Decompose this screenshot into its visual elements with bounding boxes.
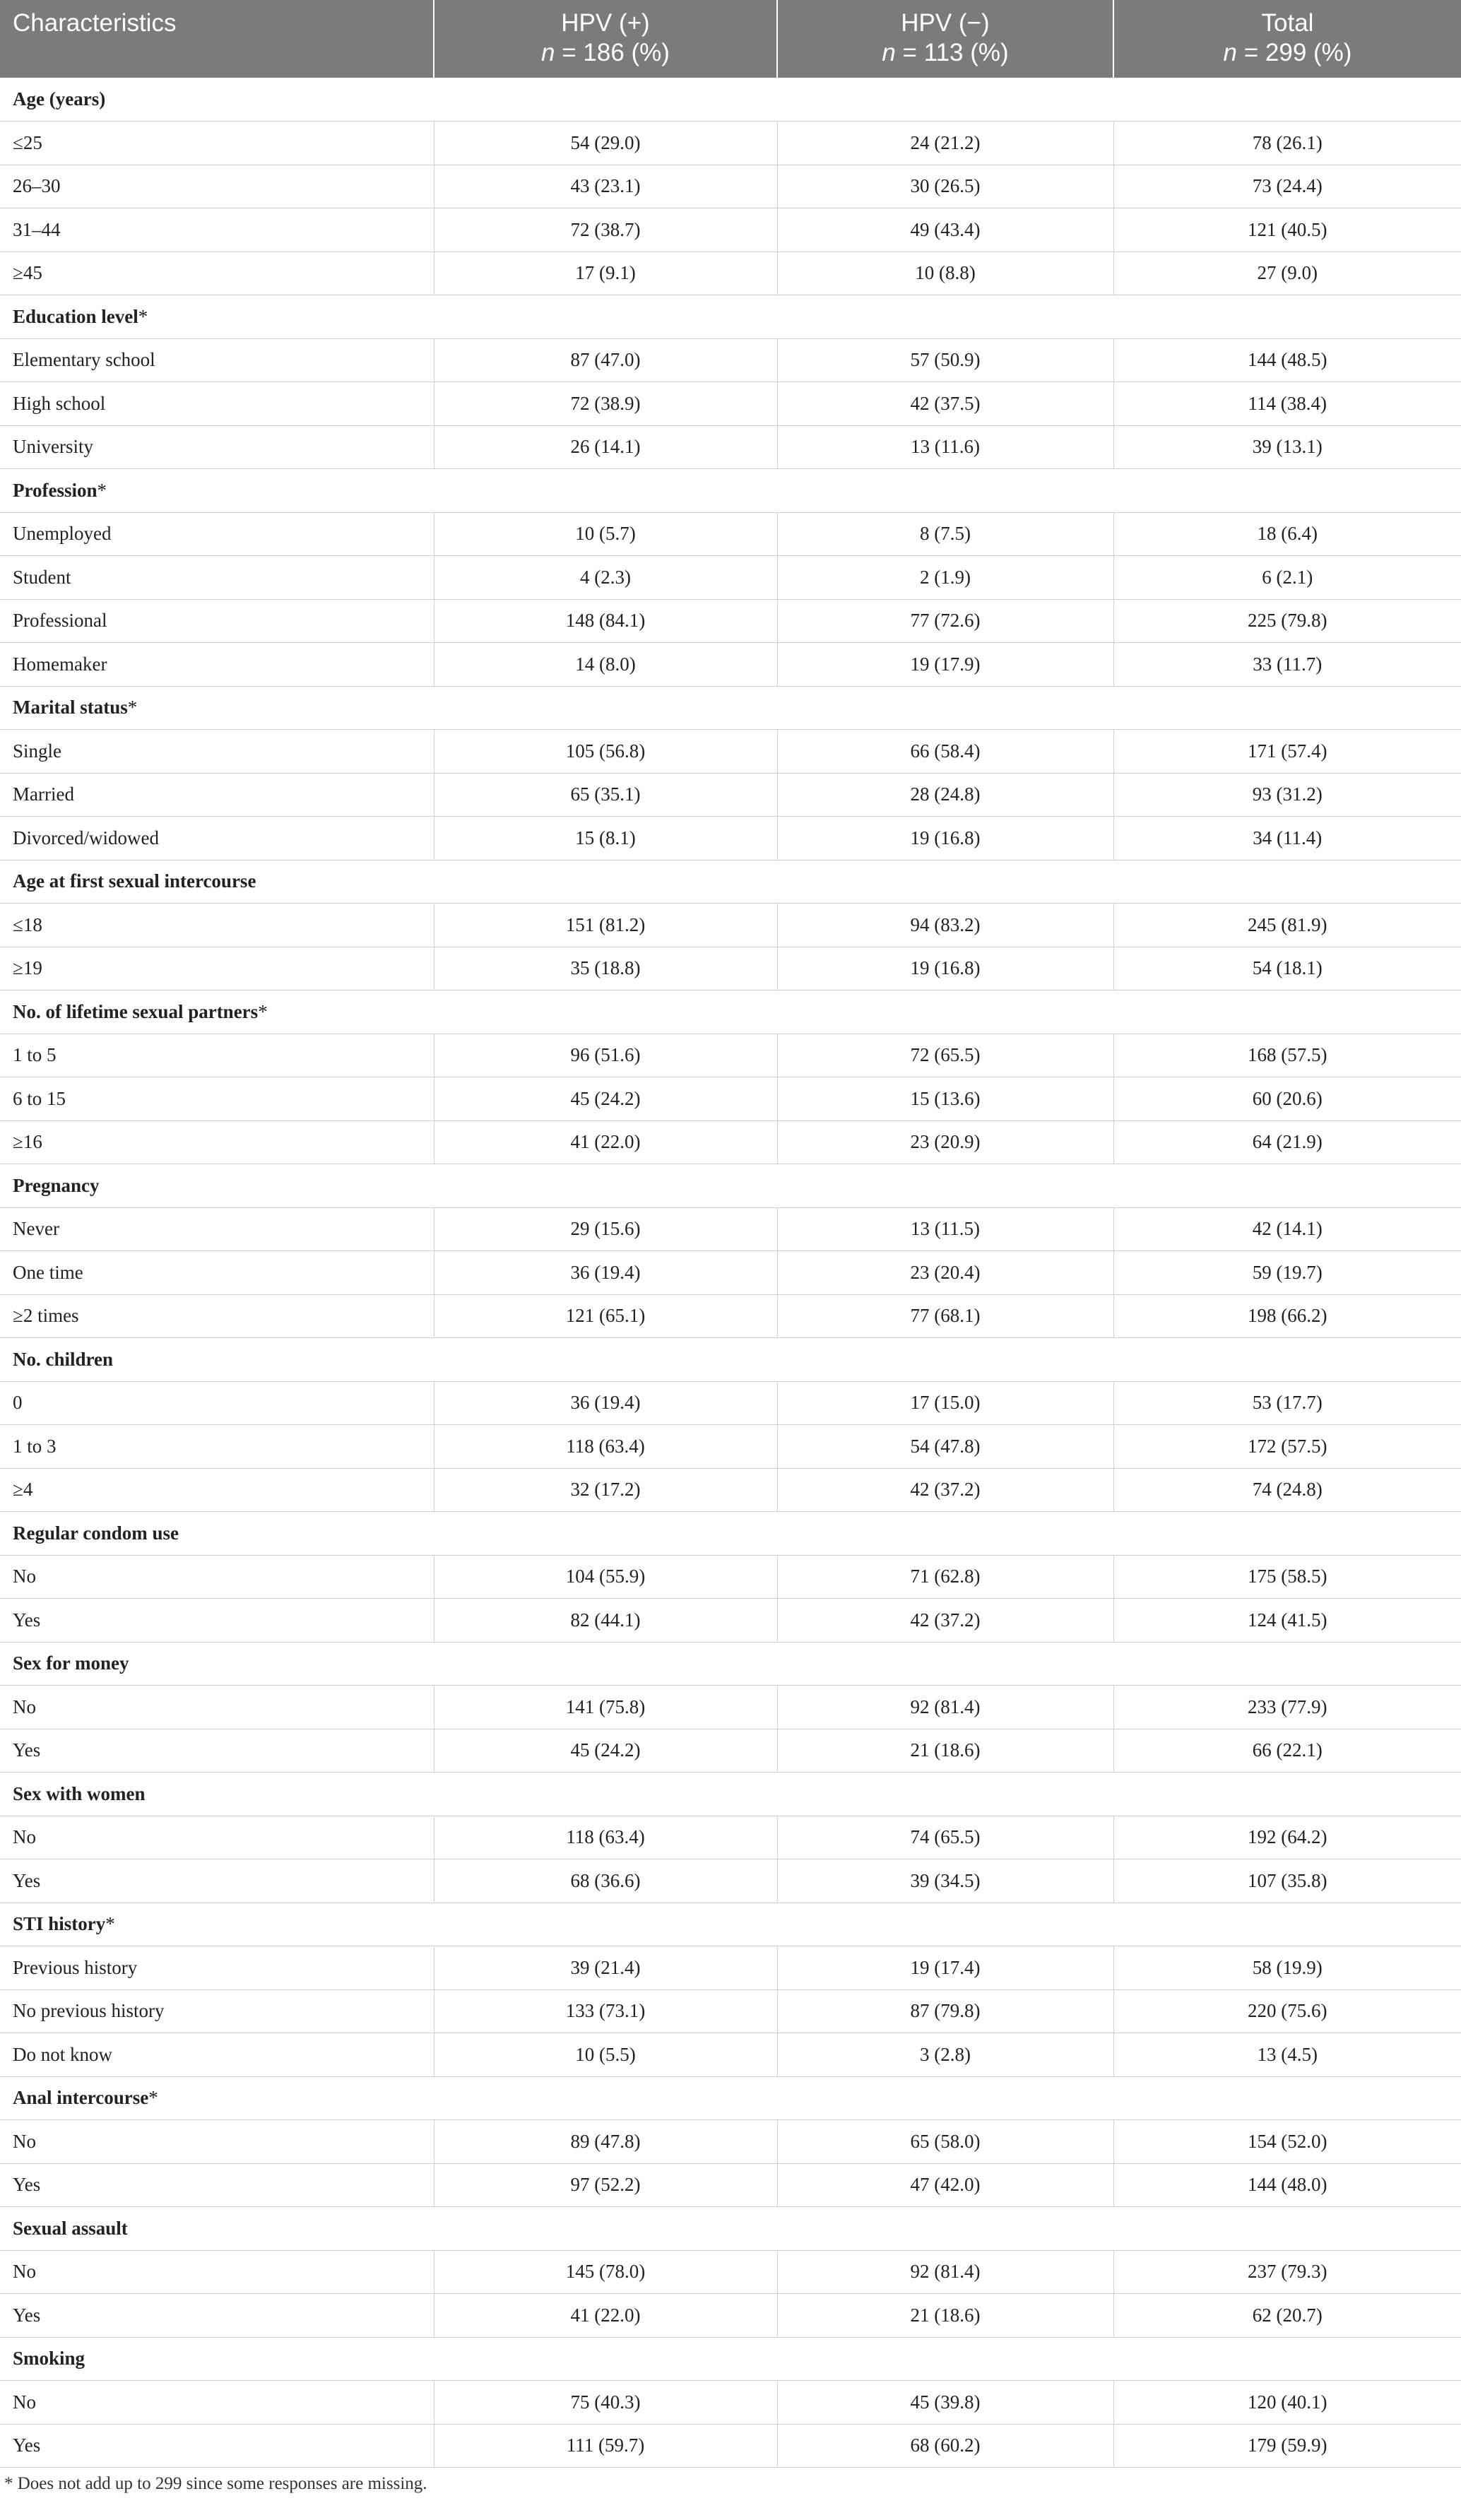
table-footnote: * Does not add up to 299 since some responses are missing. [4, 2474, 427, 2493]
cell-hpv-negative: 23 (20.9) [777, 1120, 1113, 1164]
section-row-no-children [0, 1338, 1461, 1382]
table-row [0, 1294, 1461, 1338]
cell-total: 93 (31.2) [1113, 773, 1461, 817]
footnote-marker: * [258, 1000, 268, 1022]
cell-total: 54 (18.1) [1113, 947, 1461, 990]
cell-hpv-negative: 68 (60.2) [777, 2424, 1113, 2468]
cell-hpv-positive: 121 (65.1) [434, 1294, 777, 1338]
cell-hpv-negative: 13 (11.5) [777, 1207, 1113, 1251]
cell-label: 0 [0, 1381, 434, 1425]
cell-total: 64 (21.9) [1113, 1120, 1461, 1164]
cell-label: Yes [0, 1599, 434, 1643]
cell-hpv-negative: 39 (34.5) [777, 1859, 1113, 1903]
table-header-row [0, 0, 1461, 78]
cell-hpv-positive: 105 (56.8) [434, 730, 777, 774]
header-hpv-negative-title: HPV (−) [901, 9, 990, 37]
cell-label: Married [0, 773, 434, 817]
cell-label: No [0, 1816, 434, 1859]
section-heading [0, 469, 1461, 513]
cell-hpv-positive: 10 (5.7) [434, 512, 777, 556]
section-heading [0, 1338, 1461, 1382]
cell-label: One time [0, 1251, 434, 1295]
cell-total: 73 (24.4) [1113, 165, 1461, 208]
cell-label: No [0, 1686, 434, 1729]
table-row [0, 2381, 1461, 2425]
section-title: No. children [13, 1348, 114, 1370]
table-row [0, 556, 1461, 600]
cell-hpv-negative: 30 (26.5) [777, 165, 1113, 208]
cell-label: 31–44 [0, 208, 434, 252]
section-row-marital-status [0, 686, 1461, 730]
cell-hpv-negative: 28 (24.8) [777, 773, 1113, 817]
table-row [0, 425, 1461, 469]
table-row [0, 1120, 1461, 1164]
cell-hpv-negative: 54 (47.8) [777, 1425, 1113, 1469]
footnote-marker: * [97, 479, 107, 501]
table-row [0, 730, 1461, 774]
cell-total: 179 (59.9) [1113, 2424, 1461, 2468]
table-row [0, 817, 1461, 860]
cell-hpv-negative: 17 (15.0) [777, 1381, 1113, 1425]
cell-hpv-positive: 118 (63.4) [434, 1816, 777, 1859]
cell-label: Previous history [0, 1946, 434, 1990]
cell-hpv-negative: 10 (8.8) [777, 252, 1113, 295]
table-row [0, 643, 1461, 687]
cell-hpv-positive: 14 (8.0) [434, 643, 777, 687]
cell-hpv-negative: 92 (81.4) [777, 2250, 1113, 2294]
cell-total: 198 (66.2) [1113, 1294, 1461, 1338]
table-row [0, 1946, 1461, 1990]
table-body [0, 78, 1461, 2468]
cell-hpv-positive: 87 (47.0) [434, 338, 777, 382]
cell-hpv-positive: 26 (14.1) [434, 425, 777, 469]
cell-label: Divorced/widowed [0, 817, 434, 860]
section-row-age-years [0, 78, 1461, 122]
cell-hpv-negative: 8 (7.5) [777, 512, 1113, 556]
cell-hpv-negative: 72 (65.5) [777, 1034, 1113, 1077]
cell-total: 60 (20.6) [1113, 1077, 1461, 1121]
section-row-pregnancy [0, 1164, 1461, 1208]
cell-hpv-positive: 35 (18.8) [434, 947, 777, 990]
cell-label: No [0, 2381, 434, 2425]
cell-hpv-negative: 13 (11.6) [777, 425, 1113, 469]
section-heading [0, 1164, 1461, 1208]
section-title: Age (years) [13, 88, 106, 110]
cell-hpv-positive: 65 (35.1) [434, 773, 777, 817]
cell-label: No previous history [0, 1989, 434, 2033]
cell-hpv-positive: 32 (17.2) [434, 1468, 777, 1512]
cell-label: Professional [0, 599, 434, 643]
cell-hpv-negative: 21 (18.6) [777, 2294, 1113, 2338]
cell-hpv-positive: 29 (15.6) [434, 1207, 777, 1251]
cell-hpv-negative: 24 (21.2) [777, 122, 1113, 165]
cell-total: 233 (77.9) [1113, 1686, 1461, 1729]
header-hpv-positive [434, 0, 777, 78]
table-row [0, 1989, 1461, 2033]
section-heading [0, 1512, 1461, 1556]
table-row [0, 947, 1461, 990]
cell-total: 13 (4.5) [1113, 2033, 1461, 2077]
table-row [0, 904, 1461, 947]
cell-total: 33 (11.7) [1113, 643, 1461, 687]
cell-hpv-positive: 75 (40.3) [434, 2381, 777, 2425]
cell-label: Homemaker [0, 643, 434, 687]
cell-label: ≥19 [0, 947, 434, 990]
table-row [0, 2163, 1461, 2207]
section-row-age-at-first-sexual-intercourse [0, 860, 1461, 904]
section-heading [0, 686, 1461, 730]
cell-label: Yes [0, 2294, 434, 2338]
header-total-n: n = 299 (%) [1223, 39, 1352, 66]
section-heading [0, 2076, 1461, 2120]
cell-label: 1 to 5 [0, 1034, 434, 1077]
cell-hpv-positive: 54 (29.0) [434, 122, 777, 165]
table-row [0, 1686, 1461, 1729]
cell-total: 58 (19.9) [1113, 1946, 1461, 1990]
cell-hpv-negative: 77 (68.1) [777, 1294, 1113, 1338]
cell-hpv-negative: 45 (39.8) [777, 2381, 1113, 2425]
cell-label: 6 to 15 [0, 1077, 434, 1121]
section-row-smoking [0, 2337, 1461, 2381]
table-row [0, 1381, 1461, 1425]
cell-total: 154 (52.0) [1113, 2120, 1461, 2164]
section-title: Sex for money [13, 1652, 129, 1674]
cell-label: Unemployed [0, 512, 434, 556]
section-row-profession [0, 469, 1461, 513]
cell-hpv-positive: 96 (51.6) [434, 1034, 777, 1077]
cell-total: 175 (58.5) [1113, 1555, 1461, 1599]
cell-total: 107 (35.8) [1113, 1859, 1461, 1903]
section-title: Regular condom use [13, 1522, 179, 1544]
cell-label: Do not know [0, 2033, 434, 2077]
cell-hpv-positive: 72 (38.7) [434, 208, 777, 252]
footnote-marker: * [105, 1913, 115, 1935]
table-row [0, 1034, 1461, 1077]
section-row-sexual-assault [0, 2207, 1461, 2251]
table-row [0, 599, 1461, 643]
cell-hpv-positive: 45 (24.2) [434, 1729, 777, 1773]
cell-label: ≥2 times [0, 1294, 434, 1338]
section-heading [0, 1773, 1461, 1816]
cell-total: 144 (48.0) [1113, 2163, 1461, 2207]
section-title: Marital status [13, 697, 128, 718]
table-row [0, 2294, 1461, 2338]
cell-total: 27 (9.0) [1113, 252, 1461, 295]
cell-hpv-negative: 23 (20.4) [777, 1251, 1113, 1295]
table-row [0, 1251, 1461, 1295]
section-heading [0, 860, 1461, 904]
table-row [0, 773, 1461, 817]
table-row [0, 2120, 1461, 2164]
cell-hpv-negative: 49 (43.4) [777, 208, 1113, 252]
section-title: Sexual assault [13, 2217, 128, 2239]
cell-total: 59 (19.7) [1113, 1251, 1461, 1295]
cell-hpv-positive: 133 (73.1) [434, 1989, 777, 2033]
cell-total: 42 (14.1) [1113, 1207, 1461, 1251]
cell-hpv-positive: 118 (63.4) [434, 1425, 777, 1469]
table-row [0, 2250, 1461, 2294]
cell-hpv-negative: 66 (58.4) [777, 730, 1113, 774]
cell-label: Student [0, 556, 434, 600]
cell-hpv-negative: 87 (79.8) [777, 1989, 1113, 2033]
table-row [0, 252, 1461, 295]
cell-label: Elementary school [0, 338, 434, 382]
cell-hpv-positive: 141 (75.8) [434, 1686, 777, 1729]
cell-total: 18 (6.4) [1113, 512, 1461, 556]
cell-hpv-positive: 45 (24.2) [434, 1077, 777, 1121]
cell-total: 39 (13.1) [1113, 425, 1461, 469]
section-title: No. of lifetime sexual partners [13, 1000, 259, 1022]
cell-hpv-negative: 21 (18.6) [777, 1729, 1113, 1773]
cell-hpv-positive: 10 (5.5) [434, 2033, 777, 2077]
header-hpv-positive-n: n = 186 (%) [541, 39, 670, 66]
cell-total: 74 (24.8) [1113, 1468, 1461, 1512]
cell-hpv-positive: 111 (59.7) [434, 2424, 777, 2468]
table-row [0, 2033, 1461, 2077]
cell-total: 121 (40.5) [1113, 208, 1461, 252]
cell-hpv-negative: 92 (81.4) [777, 1686, 1113, 1729]
footnote-marker: * [148, 2087, 158, 2109]
cell-hpv-positive: 68 (36.6) [434, 1859, 777, 1903]
table-row [0, 338, 1461, 382]
section-title: Age at first sexual intercourse [13, 870, 256, 892]
cell-hpv-positive: 89 (47.8) [434, 2120, 777, 2164]
cell-hpv-negative: 15 (13.6) [777, 1077, 1113, 1121]
footnote-marker: * [138, 305, 148, 327]
cell-hpv-negative: 71 (62.8) [777, 1555, 1113, 1599]
cell-total: 220 (75.6) [1113, 1989, 1461, 2033]
cell-hpv-positive: 36 (19.4) [434, 1381, 777, 1425]
cell-label: Yes [0, 1859, 434, 1903]
cell-label: Yes [0, 2424, 434, 2468]
cell-hpv-positive: 36 (19.4) [434, 1251, 777, 1295]
section-title: Pregnancy [13, 1174, 100, 1196]
cell-hpv-negative: 47 (42.0) [777, 2163, 1113, 2207]
table-row [0, 165, 1461, 208]
cell-label: Never [0, 1207, 434, 1251]
cell-label: ≤25 [0, 122, 434, 165]
section-heading [0, 78, 1461, 122]
table-row [0, 382, 1461, 426]
cell-hpv-positive: 41 (22.0) [434, 1120, 777, 1164]
header-hpv-negative [777, 0, 1113, 78]
cell-total: 171 (57.4) [1113, 730, 1461, 774]
table-row [0, 208, 1461, 252]
cell-label: Single [0, 730, 434, 774]
cell-total: 34 (11.4) [1113, 817, 1461, 860]
section-heading [0, 295, 1461, 339]
cell-label: ≥45 [0, 252, 434, 295]
cell-total: 168 (57.5) [1113, 1034, 1461, 1077]
cell-hpv-positive: 145 (78.0) [434, 2250, 777, 2294]
cell-hpv-negative: 3 (2.8) [777, 2033, 1113, 2077]
header-hpv-positive-title: HPV (+) [561, 9, 650, 37]
cell-label: No [0, 1555, 434, 1599]
cell-label: Yes [0, 1729, 434, 1773]
footnote-marker: * [127, 697, 138, 718]
table-row [0, 1859, 1461, 1903]
cell-label: ≥4 [0, 1468, 434, 1512]
cell-hpv-negative: 94 (83.2) [777, 904, 1113, 947]
cell-label: ≥16 [0, 1120, 434, 1164]
section-title: Education level [13, 305, 138, 327]
section-title: Smoking [13, 2348, 85, 2370]
table-row [0, 512, 1461, 556]
cell-label: 26–30 [0, 165, 434, 208]
cell-hpv-negative: 65 (58.0) [777, 2120, 1113, 2164]
cell-hpv-negative: 77 (72.6) [777, 599, 1113, 643]
section-row-sex-for-money [0, 1642, 1461, 1686]
table-row [0, 2424, 1461, 2468]
cell-hpv-negative: 19 (16.8) [777, 947, 1113, 990]
header-characteristics: Characteristics [0, 0, 434, 78]
cell-total: 144 (48.5) [1113, 338, 1461, 382]
section-row-education-level [0, 295, 1461, 339]
section-title: Sex with women [13, 1782, 146, 1804]
section-title: STI history [13, 1913, 106, 1935]
cell-label: Yes [0, 2163, 434, 2207]
cell-total: 62 (20.7) [1113, 2294, 1461, 2338]
cell-total: 66 (22.1) [1113, 1729, 1461, 1773]
cell-hpv-negative: 42 (37.2) [777, 1599, 1113, 1643]
table-row [0, 1468, 1461, 1512]
section-heading [0, 990, 1461, 1034]
cell-total: 192 (64.2) [1113, 1816, 1461, 1859]
cell-hpv-negative: 19 (16.8) [777, 817, 1113, 860]
section-row-sti-history [0, 1903, 1461, 1946]
cell-hpv-negative: 19 (17.9) [777, 643, 1113, 687]
cell-hpv-positive: 39 (21.4) [434, 1946, 777, 1990]
table-row [0, 1425, 1461, 1469]
cell-label: ≤18 [0, 904, 434, 947]
section-heading [0, 1642, 1461, 1686]
cell-total: 6 (2.1) [1113, 556, 1461, 600]
table-row [0, 1207, 1461, 1251]
section-heading [0, 2207, 1461, 2251]
cell-hpv-positive: 72 (38.9) [434, 382, 777, 426]
section-row-no-of-lifetime-sexual-partners [0, 990, 1461, 1034]
table-row [0, 122, 1461, 165]
section-row-anal-intercourse [0, 2076, 1461, 2120]
cell-label: No [0, 2250, 434, 2294]
table-row [0, 1729, 1461, 1773]
cell-hpv-negative: 42 (37.5) [777, 382, 1113, 426]
section-heading [0, 1903, 1461, 1946]
cell-total: 225 (79.8) [1113, 599, 1461, 643]
cell-total: 114 (38.4) [1113, 382, 1461, 426]
cell-total: 124 (41.5) [1113, 1599, 1461, 1643]
cell-label: No [0, 2120, 434, 2164]
cell-hpv-positive: 17 (9.1) [434, 252, 777, 295]
cell-total: 53 (17.7) [1113, 1381, 1461, 1425]
cell-total: 237 (79.3) [1113, 2250, 1461, 2294]
cell-hpv-positive: 82 (44.1) [434, 1599, 777, 1643]
header-total [1113, 0, 1461, 78]
cell-label: University [0, 425, 434, 469]
table-row [0, 1816, 1461, 1859]
cell-hpv-positive: 148 (84.1) [434, 599, 777, 643]
cell-hpv-positive: 151 (81.2) [434, 904, 777, 947]
cell-hpv-negative: 57 (50.9) [777, 338, 1113, 382]
cell-hpv-negative: 74 (65.5) [777, 1816, 1113, 1859]
cell-hpv-positive: 97 (52.2) [434, 2163, 777, 2207]
cell-hpv-positive: 43 (23.1) [434, 165, 777, 208]
cell-total: 245 (81.9) [1113, 904, 1461, 947]
cell-label: 1 to 3 [0, 1425, 434, 1469]
cell-hpv-positive: 41 (22.0) [434, 2294, 777, 2338]
cell-hpv-negative: 2 (1.9) [777, 556, 1113, 600]
cell-label: High school [0, 382, 434, 426]
header-hpv-negative-n: n = 113 (%) [882, 39, 1009, 66]
table-row [0, 1077, 1461, 1121]
section-row-regular-condom-use [0, 1512, 1461, 1556]
cell-total: 172 (57.5) [1113, 1425, 1461, 1469]
section-heading [0, 2337, 1461, 2381]
section-title: Anal intercourse [13, 2087, 149, 2109]
cell-total: 78 (26.1) [1113, 122, 1461, 165]
cell-hpv-negative: 42 (37.2) [777, 1468, 1113, 1512]
table-row [0, 1599, 1461, 1643]
table-row [0, 1555, 1461, 1599]
cell-hpv-negative: 19 (17.4) [777, 1946, 1113, 1990]
section-row-sex-with-women [0, 1773, 1461, 1816]
header-total-title: Total [1261, 9, 1314, 37]
section-title: Profession [13, 479, 97, 501]
cell-hpv-positive: 4 (2.3) [434, 556, 777, 600]
cell-hpv-positive: 104 (55.9) [434, 1555, 777, 1599]
cell-total: 120 (40.1) [1113, 2381, 1461, 2425]
cell-hpv-positive: 15 (8.1) [434, 817, 777, 860]
